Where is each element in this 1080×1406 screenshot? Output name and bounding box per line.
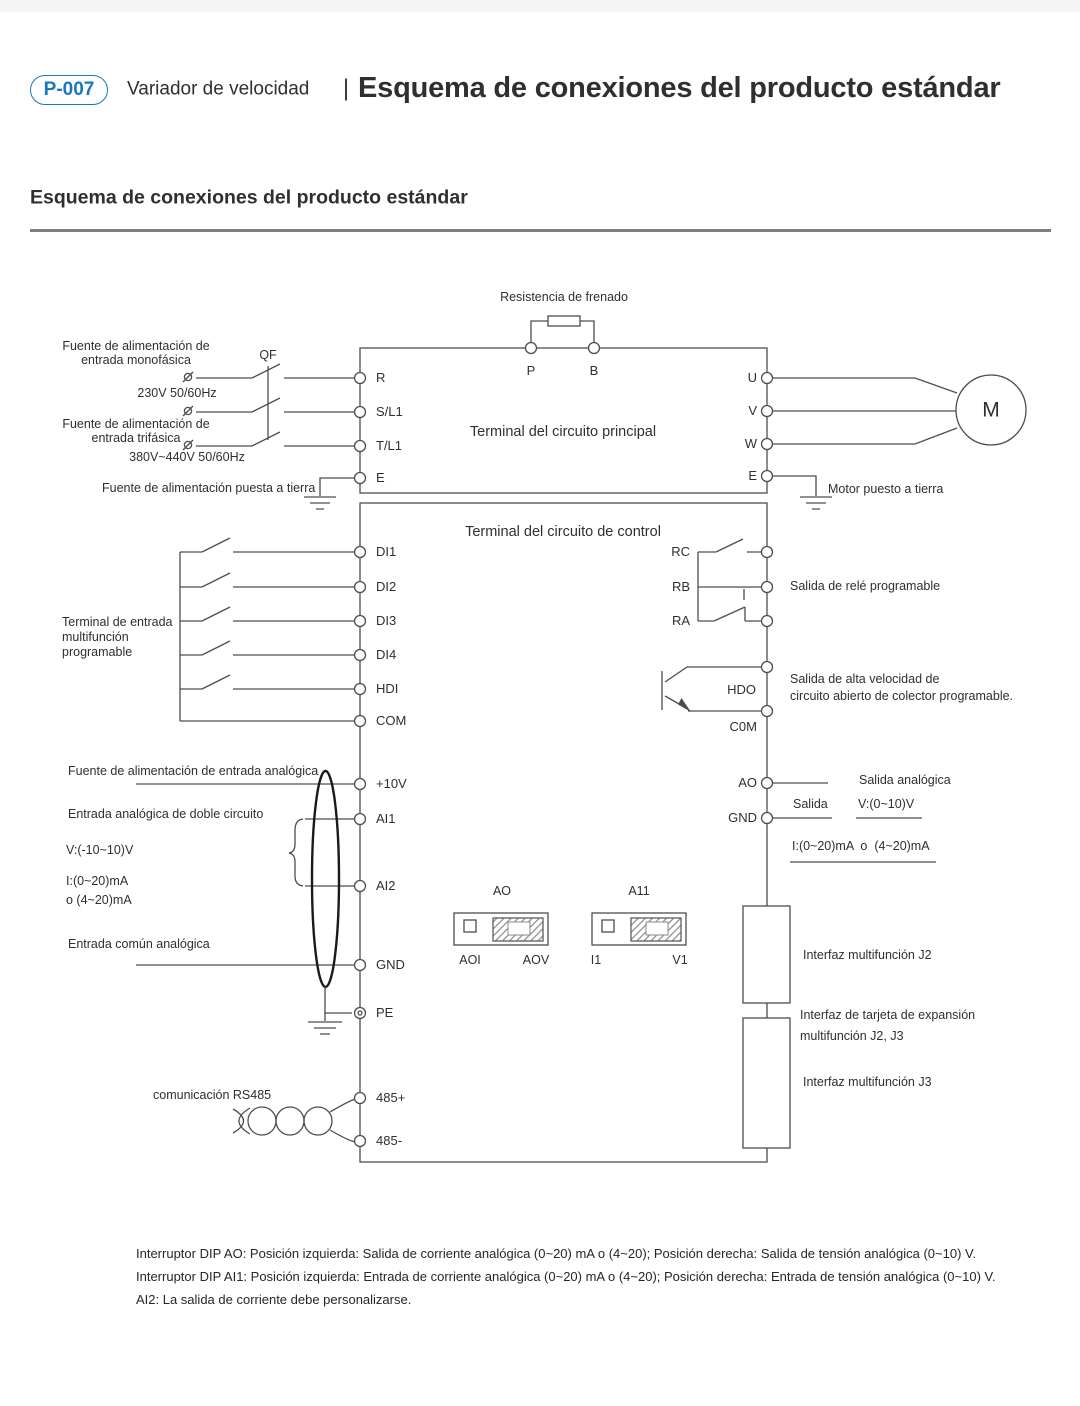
j2-interface-box	[743, 906, 790, 1003]
terminal-485-minus: 485-	[376, 1132, 403, 1148]
terminal-circles	[355, 343, 773, 1147]
footnote-dip-ai1: Interruptor DIP AI1: Posición izquierda: Entrada de corriente analógica (0~20) mA o (4~20); Posición derecha: Entrada de tensión analógica (0~10) V.	[136, 1268, 996, 1284]
label-analog-i-range-1: I:(0~20)mA	[66, 874, 129, 889]
rb-wire	[698, 587, 761, 600]
label-single-phase-2: entrada monofásica	[81, 353, 191, 368]
motor-wires	[773, 378, 957, 444]
terminal-hdi: HDI	[376, 680, 399, 696]
label-analog-dual: Entrada analógica de doble circuito	[68, 807, 264, 822]
label-analog-i-range-2: o (4~20)mA	[66, 893, 132, 908]
page-code: P-007	[43, 79, 95, 100]
di1-wire	[180, 538, 354, 552]
main-circuit-title: Terminal del circuito principal	[469, 424, 657, 441]
label-analog-common: Entrada común analógica	[68, 937, 210, 952]
terminal-di4: DI4	[376, 646, 397, 662]
label-breaker-qf: QF	[259, 348, 277, 363]
terminal-e-right: E	[748, 467, 757, 483]
terminal-com: COM	[376, 712, 407, 728]
hdi-wire	[180, 675, 354, 689]
control-circuit-box	[360, 503, 767, 1162]
label-di-1: Terminal de entrada	[62, 615, 173, 630]
terminal-p: P	[526, 362, 536, 378]
label-out-v-range: V:(0~10)V	[858, 797, 915, 812]
terminal-485-plus: 485+	[376, 1089, 406, 1105]
dip-ai1-name: A11	[628, 884, 650, 899]
terminal-gnd-right: GND	[728, 809, 757, 825]
title-separator: |	[343, 74, 349, 101]
terminal-b: B	[589, 362, 599, 378]
label-expansion-1: Interfaz de tarjeta de expansión	[800, 1008, 976, 1023]
terminal-pe: PE	[376, 1004, 394, 1020]
dip-ai1-right: V1	[672, 953, 688, 968]
terminal-t-l1: T/L1	[376, 437, 403, 453]
label-three-phase-2: entrada trifásica	[91, 431, 181, 446]
terminal-hdo: HDO	[727, 681, 756, 697]
j3-interface-box	[743, 1018, 790, 1148]
wire-t	[196, 432, 354, 446]
label-hdo-2: circuito abierto de colector programable.	[790, 689, 1014, 704]
ground-icon	[800, 497, 832, 509]
motor-label: M	[982, 398, 1000, 422]
di2-wire	[180, 573, 354, 587]
label-single-phase-voltage: 230V 50/60Hz	[137, 386, 217, 401]
terminal-ai1: AI1	[376, 810, 396, 826]
terminal-ao: AO	[738, 774, 757, 790]
page-title: Esquema de conexiones del producto estándar	[358, 72, 1001, 105]
braking-resistor-wires	[531, 321, 594, 348]
terminal-rc: RC	[671, 543, 690, 559]
product-name: Variador de velocidad	[127, 78, 310, 100]
terminal-e-left: E	[376, 469, 385, 485]
shielded-cable-icon	[312, 771, 339, 987]
di3-wire	[180, 607, 354, 621]
terminal-s-l1: S/L1	[376, 403, 403, 419]
label-j3-interface: Interfaz multifunción J3	[803, 1075, 932, 1090]
section-heading: Esquema de conexiones del producto estándar	[30, 186, 468, 209]
control-circuit-title: Terminal del circuito de control	[465, 524, 661, 541]
label-supply-ground: Fuente de alimentación puesta a tierra	[102, 481, 316, 496]
terminal-ra: RA	[671, 612, 690, 628]
dip-ao-left: AOI	[459, 953, 481, 968]
pe-wire	[325, 987, 352, 1021]
supply-ground-wire	[320, 478, 354, 496]
terminal-10v: +10V	[376, 775, 407, 791]
label-hdo-1: Salida de alta velocidad de	[790, 672, 940, 687]
label-three-phase-1: Fuente de alimentación de	[62, 417, 210, 432]
wire-s	[196, 398, 354, 412]
label-single-phase-1: Fuente de alimentación de	[62, 339, 210, 354]
label-expansion-2: multifunción J2, J3	[800, 1029, 904, 1044]
label-braking-resistor: Resistencia de frenado	[500, 290, 628, 305]
label-motor-ground: Motor puesto a tierra	[828, 482, 944, 497]
terminal-di2: DI2	[376, 578, 397, 594]
wire-r	[196, 364, 354, 378]
dip-switch-ao	[454, 913, 548, 945]
brace-icon	[289, 819, 303, 886]
terminal-c0m: C0M	[729, 718, 757, 734]
terminal-ai2: AI2	[376, 877, 396, 893]
dip-ao-right: AOV	[522, 953, 550, 968]
terminal-w: W	[744, 435, 757, 451]
twisted-pair-icon	[233, 1099, 355, 1142]
terminal-di3: DI3	[376, 612, 397, 628]
terminal-u: U	[747, 369, 757, 385]
ground-icon	[308, 1022, 342, 1034]
label-analog-output: Salida analógica	[859, 773, 951, 788]
label-out-i-range: I:(0~20)mA o (4~20)mA	[792, 839, 930, 854]
motor-ground-wire	[773, 476, 816, 496]
footnote-ai2: AI2: La salida de corriente debe personalizarse.	[136, 1291, 412, 1307]
ra-wire	[698, 607, 761, 621]
resistor-symbol	[548, 316, 580, 326]
terminal-v: V	[748, 402, 757, 418]
ground-icon	[304, 497, 336, 509]
terminal-rb: RB	[671, 578, 690, 594]
dip-ao-name: AO	[492, 884, 512, 899]
label-analog-v-range: V:(-10~10)V	[66, 843, 134, 858]
terminal-di1: DI1	[376, 543, 397, 559]
label-relay-output: Salida de relé programable	[790, 579, 941, 594]
label-di-2: multifunción	[62, 630, 129, 645]
terminal-gnd-left: GND	[376, 956, 405, 972]
label-rs485: comunicación RS485	[153, 1088, 272, 1103]
dip-ai1-left: I1	[590, 953, 602, 968]
rc-wire	[698, 539, 761, 552]
di4-wire	[180, 641, 354, 655]
label-analog-supply: Fuente de alimentación de entrada analógica	[68, 764, 319, 779]
main-circuit-box	[360, 348, 767, 493]
footnote-dip-ao: Interruptor DIP AO: Posición izquierda: Salida de corriente analógica (0~20) mA o (4~20); Posición derecha: Salida de tensión analógica (0~10) V.	[136, 1245, 977, 1261]
label-j2-interface: Interfaz multifunción J2	[803, 948, 932, 963]
terminal-r: R	[376, 369, 386, 385]
label-di-3: programable	[62, 645, 133, 660]
dip-switch-ai1	[592, 913, 686, 945]
label-three-phase-voltage: 380V~440V 50/60Hz	[129, 450, 245, 465]
label-salida: Salida	[793, 797, 828, 812]
cable-end-icon	[183, 372, 193, 450]
